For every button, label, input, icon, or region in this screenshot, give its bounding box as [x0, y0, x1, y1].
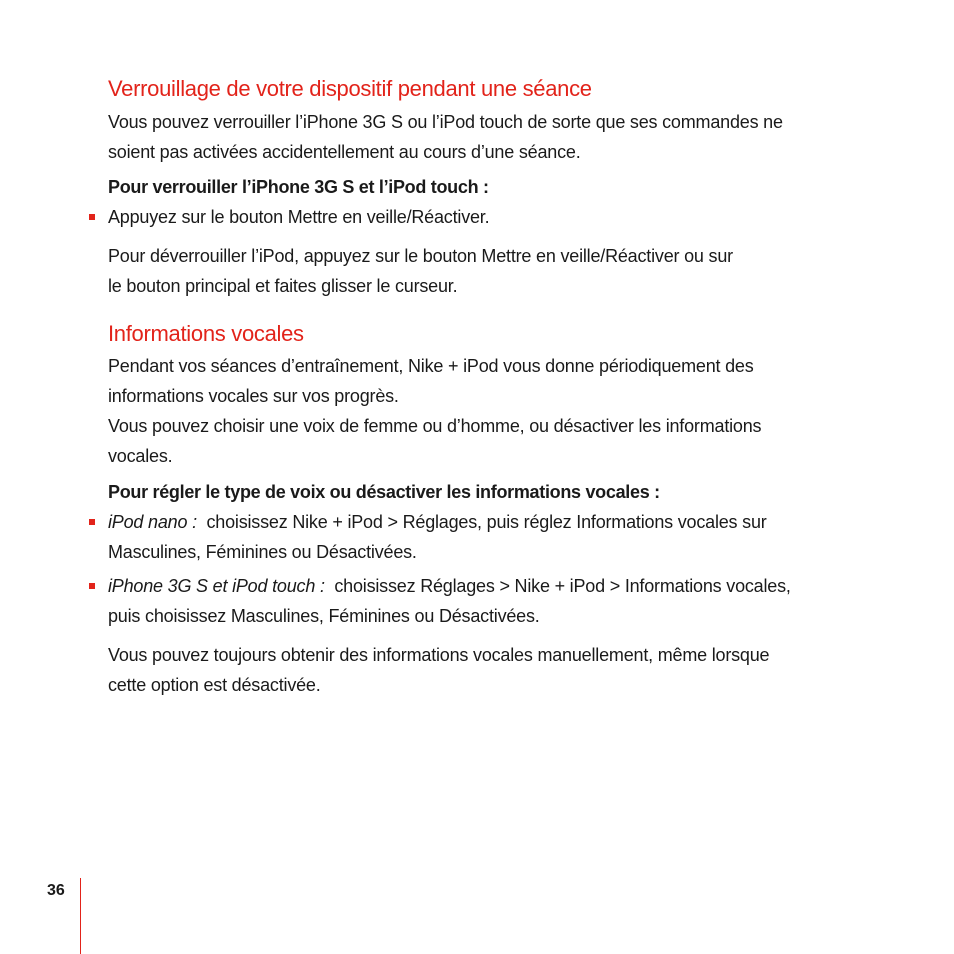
bullet-square-icon	[89, 583, 95, 589]
text-line: vocales.	[108, 446, 173, 466]
bullet-body: choisissez Nike + iPod > Réglages, puis réglez Informations vocales sur	[206, 512, 767, 532]
section1-note-paragraph	[108, 241, 868, 301]
text-line: puis choisissez Masculines, Féminines ou Désactivées.	[108, 606, 540, 626]
text-line: Pour déverrouiller l’iPod, appuyez sur le bouton Mettre en veille/Réactiver ou sur	[108, 246, 733, 266]
text-line: informations vocales sur vos progrès.	[108, 386, 399, 406]
bullet-text	[108, 507, 878, 567]
text-line: cette option est désactivée.	[108, 675, 321, 695]
section-heading-informations-vocales: Informations vocales	[108, 321, 304, 346]
text-line: soient pas activées accidentellement au cours d’une séance.	[108, 142, 581, 162]
section2-note-paragraph	[108, 640, 868, 700]
text-line	[108, 507, 878, 537]
text-line: Vous pouvez toujours obtenir des informations vocales manuellement, même lorsque	[108, 645, 770, 665]
section1-intro-paragraph	[108, 107, 868, 167]
text-line: le bouton principal et faites glisser le curseur.	[108, 276, 458, 296]
bullet-text	[108, 202, 878, 232]
text-line: Masculines, Féminines ou Désactivées.	[108, 542, 417, 562]
text-line: Appuyez sur le bouton Mettre en veille/Réactiver.	[108, 207, 490, 227]
bullet-square-icon	[89, 214, 95, 220]
bullet-label: iPhone 3G S et iPod touch :	[108, 576, 325, 596]
bullet-body: choisissez Réglages > Nike + iPod > Informations vocales,	[334, 576, 791, 596]
bullet-square-icon	[89, 519, 95, 525]
bullet-label: iPod nano :	[108, 512, 197, 532]
text-line	[108, 571, 878, 601]
section2-procedure-label: Pour régler le type de voix ou désactiver les informations vocales :	[108, 482, 660, 502]
text-line: Pendant vos séances d’entraînement, Nike + iPod vous donne périodiquement des	[108, 356, 754, 376]
text-line: Vous pouvez choisir une voix de femme ou d’homme, ou désactiver les informations	[108, 416, 762, 436]
section-heading-verrouillage: Verrouillage de votre dispositif pendant une séance	[108, 76, 592, 101]
text-line: Vous pouvez verrouiller l’iPhone 3G S ou l’iPod touch de sorte que ses commandes ne	[108, 112, 783, 132]
section1-procedure-label: Pour verrouiller l’iPhone 3G S et l’iPod touch :	[108, 177, 489, 197]
page-margin-rule	[80, 878, 81, 954]
bullet-text	[108, 571, 878, 631]
page-number: 36	[47, 882, 65, 899]
section2-intro-paragraph	[108, 351, 868, 471]
